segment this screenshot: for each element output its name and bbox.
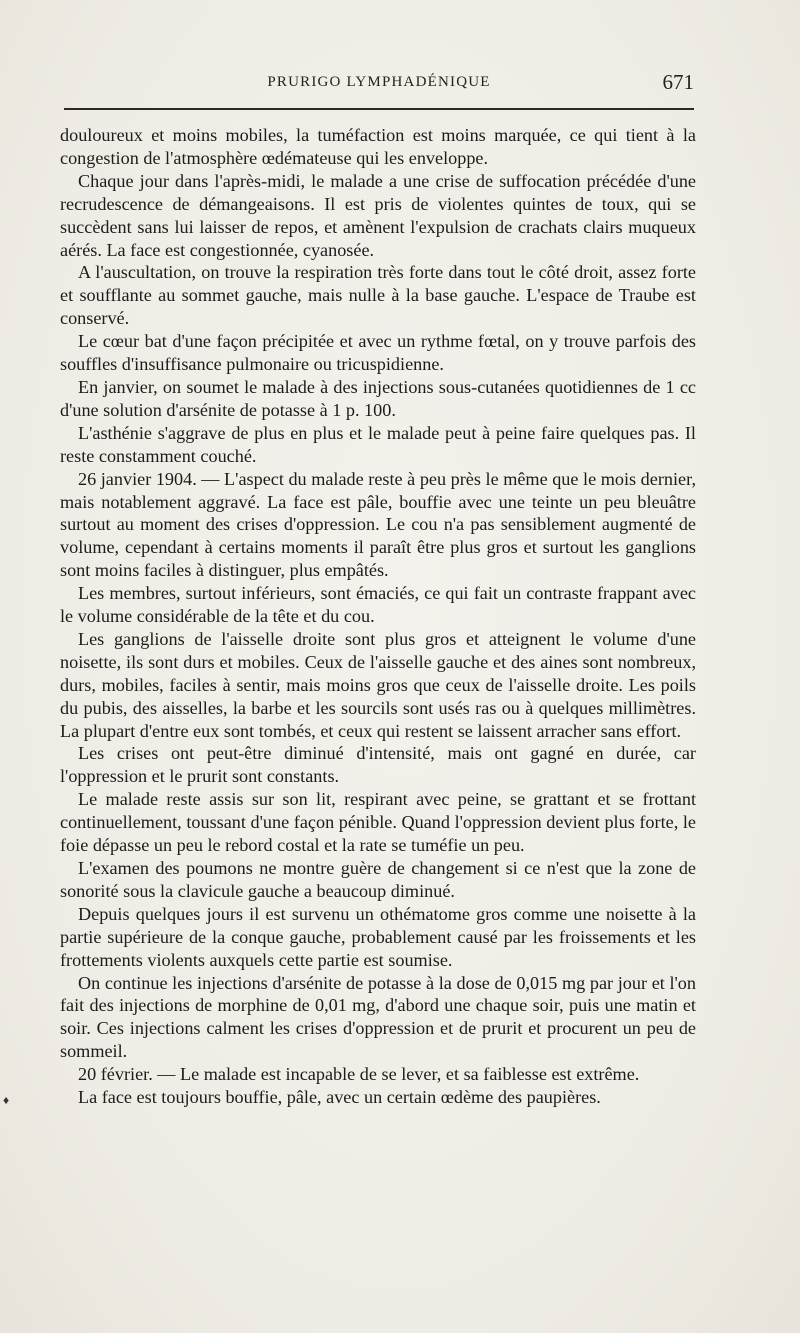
- paragraph-5: En janvier, on soumet le malade à des injections sous-cutanées quotidiennes de 1 cc d'une solution d'arsénite de potasse à 1 p. 100.: [60, 376, 696, 420]
- body-text: [60, 124, 696, 1109]
- page-number: 671: [662, 70, 694, 94]
- paragraph-1: douloureux et moins mobiles, la tuméfaction est moins marquée, ce qui tient à la congestion de l'atmosphère œdémateuse qui les enveloppe.: [60, 125, 696, 168]
- running-title: PRURIGO LYMPHADÉNIQUE: [267, 74, 491, 90]
- paragraph-14: On continue les injections d'arsénite de potasse à la dose de 0,015 mg par jour et l'on fait des injections de morphine de 0,01 mg, d'abord une chaque soir, puis une matin et soir. Ces injections calment les crises d'oppression et de prurit et procurent un peu de sommeil.: [60, 972, 696, 1062]
- paragraph-3: A l'auscultation, on trouve la respiration très forte dans tout le côté droit, assez forte et soufflante au sommet gauche, mais nulle à la base gauche. L'espace de Traube est conservé.: [60, 262, 696, 329]
- paragraph-8: Les membres, surtout inférieurs, sont émaciés, ce qui fait un contraste frappant avec le volume considérable de la tête et du cou.: [60, 583, 696, 627]
- paragraph-10: Les crises ont peut-être diminué d'intensité, mais ont gagné en durée, car l'oppression et le prurit sont constants.: [60, 743, 696, 787]
- paragraph-4: Le cœur bat d'une façon précipitée et avec un rythme fœtal, on y trouve parfois des souffles d'insuffisance pulmonaire ou tricuspidienne.: [60, 331, 696, 375]
- paragraph-2: Chaque jour dans l'après-midi, le malade a une crise de suffocation précédée d'une recrudescence de démangeaisons. Il est pris de violentes quintes de toux, qui se succèdent sans lui laisser de repos, et amènent l'expulsion de crachats clairs muqueux aérés. La face est congestionnée, cyanosée.: [60, 170, 696, 260]
- paragraph-15: 20 février. — Le malade est incapable de se lever, et sa faiblesse est extrême.: [78, 1064, 640, 1085]
- margin-bullet-icon: ♦: [3, 1093, 10, 1107]
- paragraph-11: Le malade reste assis sur son lit, respirant avec peine, se grattant et se frottant continuellement, toussant d'une façon pénible. Quand l'oppression devient plus forte, le foie dépasse un peu le rebord costal et la rate se tuméfie un peu.: [60, 789, 696, 856]
- paragraph-7: 26 janvier 1904. — L'aspect du malade reste à peu près le même que le mois dernier, mais notablement aggravé. La face est pâle, bouffie avec une teinte un peu bleuâtre surtout au moment des crises d'oppression. Le cou n'a pas sensiblement augmenté de volume, cependant à certains moments il paraît être plus gros et surtout les ganglions sont moins faciles à distinguer, plus empâtés.: [60, 468, 696, 581]
- paragraph-9: Les ganglions de l'aisselle droite sont plus gros et atteignent le volume d'une noisette, ils sont durs et mobiles. Ceux de l'aisselle gauche et des aines sont nombreux, durs, mobiles, faciles à sentir, mais moins gros que ceux de l'aisselle droite. Les poils du pubis, des aisselles, la barbe et les sourcils sont usés ras ou à quelques millimètres. La plupart d'entre eux sont tombés, et ceux qui restent se laissent arracher sans effort.: [60, 628, 696, 741]
- paragraph-13: Depuis quelques jours il est survenu un othématome gros comme une noisette à la partie supérieure de la conque gauche, probablement causé par les froissements et les frottements violents auxquels cette partie est soumise.: [60, 903, 696, 970]
- header-rule: [64, 108, 694, 110]
- paragraph-6: L'asthénie s'aggrave de plus en plus et le malade peut à peine faire quelques pas. Il reste constamment couché.: [60, 422, 696, 466]
- paragraph-16: La face est toujours bouffie, pâle, avec un certain œdème des paupières.: [78, 1087, 601, 1108]
- paragraph-12: L'examen des poumons ne montre guère de changement si ce n'est que la zone de sonorité sous la clavicule gauche a beaucoup diminué.: [60, 858, 696, 901]
- page-header: [64, 70, 694, 100]
